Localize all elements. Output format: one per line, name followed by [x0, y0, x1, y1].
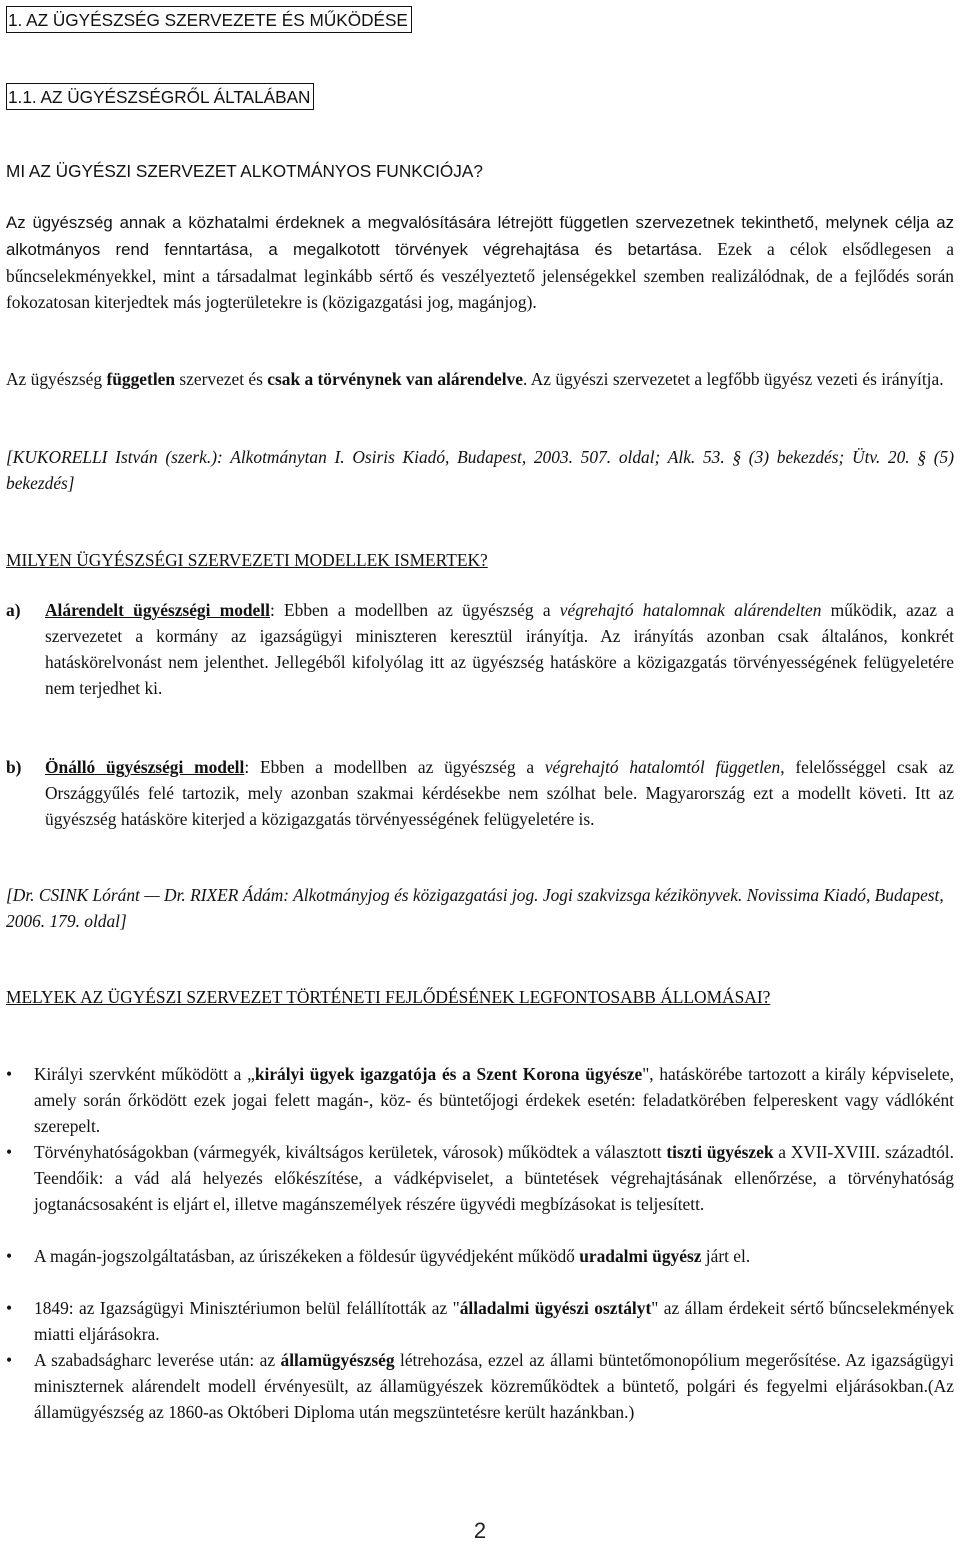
bullet-icon: • [6, 1298, 13, 1318]
bold-text: független [106, 369, 176, 389]
italic-text: végrehajtó hatalomtól független [544, 757, 781, 777]
bold-text: csak a törvénynek van alárendelve [267, 369, 523, 389]
list-item-bold: tiszti ügyészek [666, 1142, 774, 1162]
list-item [34, 1347, 954, 1425]
bullet-icon: • [6, 1246, 13, 1266]
bullet-icon: • [6, 1064, 13, 1084]
text: : Ebben a modellben az ügyészség a [269, 600, 560, 620]
reference-text: [Dr. CSINK Lóránt — Dr. RIXER Ádám: Alkotmányjog és közigazgatási jog. Jogi szakvizsga kézikönyvek. Novissima Kiadó, Budapest, 2006. 179. oldal] [6, 885, 944, 931]
model-b-term: Önálló ügyészségi modell [45, 757, 245, 777]
question-heading-1: MI AZ ÜGYÉSZI SZERVEZET ALKOTMÁNYOS FUNKCIÓJA? [6, 161, 483, 181]
question-heading-2: MILYEN ÜGYÉSZSÉGI SZERVEZETI MODELLEK ISMERTEK? [6, 550, 488, 570]
question-heading-3: MELYEK AZ ÜGYÉSZI SZERVEZET TÖRTÉNETI FEJLŐDÉSÉNEK LEGFONTOSABB ÁLLOMÁSAI? [6, 987, 771, 1007]
model-a-label: a) [6, 600, 21, 620]
text: Az ügyészség [6, 369, 107, 389]
list-item-text: ", hatáskörébe tartozott a király képviselete, amely során őrködött ezek jogai felett magán-, köz- és büntetőjogi érdekek esetén: feladatkörében felpereskent vagy vádlóként szerepelt. [34, 1064, 954, 1136]
text: , felelősséggel csak az Országgyűlés felé tartozik, mely azonban szakmai kérdésekbe nem szólhat bele. Magyarország ezt a modellt követi. Itt az ügyészség hatásköre kiterjed a közigazgatás törvényességének felügyeletére is. [45, 757, 955, 829]
reference-2 [6, 882, 954, 934]
list-item-text: 1849: az Igazságügyi Minisztériumon belül felállították az " [34, 1298, 460, 1318]
list-item-text: Királyi szervként működött a „ [34, 1064, 255, 1084]
intro-sans-text: Az ügyészség annak a közhatalmi érdeknek a megvalósítására létrejött független szervezetnek tekinthető, melynek célja az alkotmányos rend fenntartása, a megalkotott törvények végrehajtása és betartása. [6, 213, 954, 259]
list-item-bold: álladalmi ügyészi osztályt [459, 1298, 652, 1318]
paragraph-independence [6, 366, 954, 392]
list-item-text: járt el. [701, 1246, 751, 1266]
list-item-bold: uradalmi ügyész [579, 1246, 702, 1266]
list-item [34, 1295, 954, 1347]
reference-1 [6, 444, 954, 496]
list-item-bold: királyi ügyek igazgatója és a Szent Korona ügyésze [254, 1064, 643, 1084]
text: . Az ügyészi szervezetet a legfőbb ügyész vezeti és irányítja. [522, 369, 944, 389]
list-item [34, 1061, 954, 1139]
list-item-text: a XVII-XVIII. századtól. Teendőik: a vád alá helyezés előkészítése, a vádképviselet, a büntetések végrehajtásának ellenőrzése, a törvényhatóság jogtanácsosaként is eljárt el, illetve magánszemélyek részére ügyvédi megbízásokat is teljesített. [34, 1142, 954, 1214]
list-item-bold: államügyészség [280, 1350, 395, 1370]
page-number: 2 [473, 1518, 487, 1543]
list-item-text: A szabadságharc leverése után: az [34, 1350, 281, 1370]
bullet-icon: • [6, 1350, 13, 1370]
list-item-text: A magán-jogszolgáltatásban, az úriszékeken a földesúr ügyvédjeként működő [34, 1246, 580, 1266]
list-item-text: létrehozása, ezzel az állami büntetőmonopólium megerősítése. Az igazságügyi miniszternek alárendelt modell érvényesült, az államügyészek közreműködtek a büntető, polgári és fegyelmi eljárásokban.(Az államügyészség az 1860-as Októberi Diploma után megszüntetésre került hazánkban.) [34, 1350, 954, 1422]
text: : Ebben a modellben az ügyészség a [244, 757, 545, 777]
list-item [34, 1243, 954, 1269]
list-item-text: " az állam érdekeit sértő bűncselekmények miatti eljárásokra. [34, 1298, 955, 1344]
model-b-label: b) [6, 757, 22, 777]
text: szervezet és [175, 369, 268, 389]
intro-rest-text: Ezek a célok elsődlegesen a bűncselekményekkel, mint a társadalmat leginkább sértő és veszélyeztető jelenségekkel szemben realizálódnak, de a fejlődés során fokozatosan kiterjedtek más jogterületekre is (közigazgatási jog, magánjog). [6, 239, 954, 312]
list-item-text: Törvényhatóságokban (vármegyék, kiváltságos kerületek, városok) működtek a választott [34, 1142, 667, 1162]
model-b-paragraph [45, 754, 954, 832]
model-a-paragraph [45, 597, 954, 701]
text: működik, azaz a szervezetet a kormány az igazságügyi miniszteren keresztül irányítja. Az irányítás azonban csak általános, konkrét hatáskörelvonást nem jelenthet. Jellegéből kifolyólag itt az ügyészség hatásköre a közigazgatás törvényességének felügyeletére nem terjedhet ki. [45, 600, 954, 698]
section-heading: 1.1. AZ ÜGYÉSZSÉGRŐL ÁLTALÁBAN [6, 83, 314, 110]
list-item [34, 1139, 954, 1217]
bullet-icon: • [6, 1142, 13, 1162]
chapter-heading: 1. AZ ÜGYÉSZSÉG SZERVEZETE ÉS MŰKÖDÉSE [6, 6, 412, 33]
model-a-term: Alárendelt ügyészségi modell [45, 600, 270, 620]
reference-text: [KUKORELLI István (szerk.): Alkotmánytan I. Osiris Kiadó, Budapest, 2003. 507. oldal; Alk. 53. § (3) bekezdés; Ütv. 20. § (5) bekezdés] [6, 447, 954, 493]
italic-text: végrehajtó hatalomnak alárendelten [559, 600, 822, 620]
paragraph-intro [6, 209, 954, 315]
